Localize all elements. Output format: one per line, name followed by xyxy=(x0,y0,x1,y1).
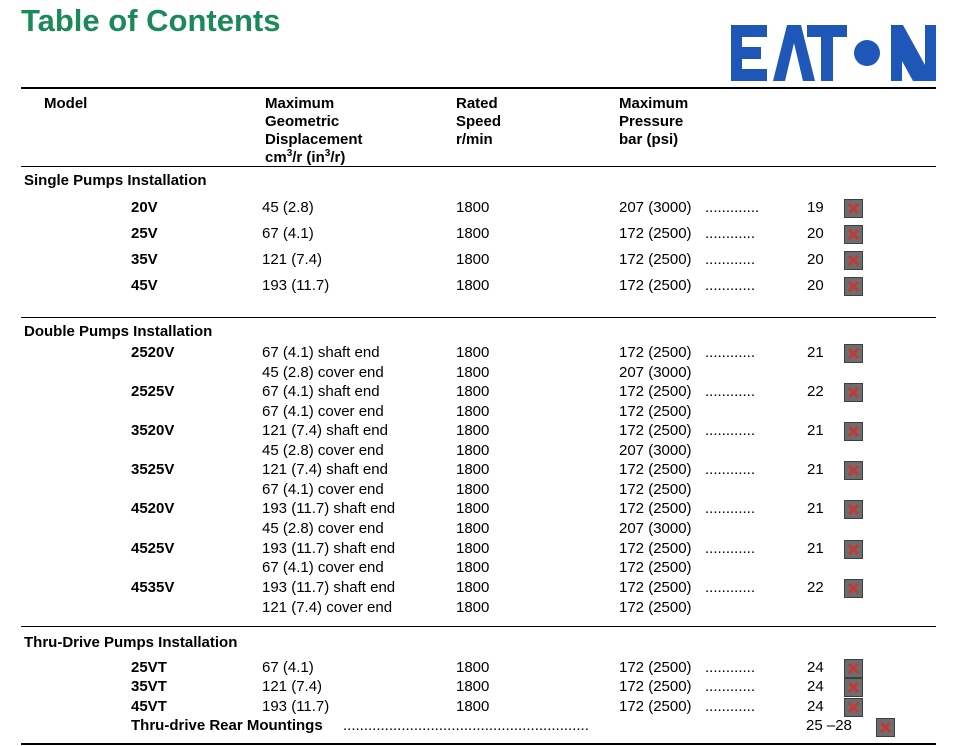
pressure-cell: 207 (3000) xyxy=(619,364,692,381)
broken-image-icon[interactable] xyxy=(844,678,863,697)
section-rule xyxy=(21,317,936,318)
pressure-cell: 172 (2500) xyxy=(619,698,692,715)
displacement-cell: 67 (4.1) cover end xyxy=(262,403,384,420)
broken-image-icon[interactable] xyxy=(844,199,863,218)
displacement-cell: 193 (11.7) xyxy=(262,277,330,294)
pressure-cell: 172 (2500) xyxy=(619,659,692,676)
speed-cell: 1800 xyxy=(456,383,490,400)
displacement-cell: 45 (2.8) cover end xyxy=(262,442,384,459)
toc-leader-dots: ............ xyxy=(705,225,756,242)
displacement-cell: 193 (11.7) xyxy=(262,698,330,715)
rear-mountings-label[interactable]: Thru-drive Rear Mountings xyxy=(131,717,323,734)
page-number[interactable]: 20 xyxy=(807,225,824,242)
toc-leader-dots: ........................................................... xyxy=(343,717,589,734)
speed-cell: 1800 xyxy=(456,559,490,576)
toc-leader-dots: ............ xyxy=(705,698,756,715)
pressure-cell: 172 (2500) xyxy=(619,481,692,498)
pressure-cell: 172 (2500) xyxy=(619,461,692,478)
displacement-cell: 121 (7.4) shaft end xyxy=(262,461,388,478)
speed-cell: 1800 xyxy=(456,442,490,459)
model-name[interactable]: 4535V xyxy=(131,579,175,596)
pressure-cell: 172 (2500) xyxy=(619,225,692,242)
pressure-cell: 172 (2500) xyxy=(619,251,692,268)
toc-leader-dots: ............ xyxy=(705,422,756,439)
toc-leader-dots: ............ xyxy=(705,579,756,596)
header-pressure: Maximum Pressure bar (psi) xyxy=(619,95,689,148)
speed-cell: 1800 xyxy=(456,481,490,498)
broken-image-icon[interactable] xyxy=(844,251,863,270)
pressure-cell: 207 (3000) xyxy=(619,442,692,459)
pressure-cell: 172 (2500) xyxy=(619,422,692,439)
speed-cell: 1800 xyxy=(456,678,490,695)
displacement-cell: 67 (4.1) xyxy=(262,659,314,676)
speed-cell: 1800 xyxy=(456,461,490,478)
header-model: Model xyxy=(44,95,88,112)
toc-leader-dots: ............ xyxy=(705,678,756,695)
displacement-cell: 67 (4.1) shaft end xyxy=(262,383,380,400)
speed-cell: 1800 xyxy=(456,500,490,517)
pressure-cell: 207 (3000) xyxy=(619,520,692,537)
pressure-cell: 172 (2500) xyxy=(619,678,692,695)
pressure-cell: 172 (2500) xyxy=(619,277,692,294)
speed-cell: 1800 xyxy=(456,599,490,616)
speed-cell: 1800 xyxy=(456,540,490,557)
model-name[interactable]: 3525V xyxy=(131,461,175,478)
displacement-cell: 67 (4.1) xyxy=(262,225,314,242)
broken-image-icon[interactable] xyxy=(844,540,863,559)
speed-cell: 1800 xyxy=(456,277,490,294)
toc-leader-dots: ............ xyxy=(705,461,756,478)
model-name[interactable]: 4520V xyxy=(131,500,175,517)
speed-cell: 1800 xyxy=(456,344,490,361)
pressure-cell: 172 (2500) xyxy=(619,540,692,557)
broken-image-icon[interactable] xyxy=(844,277,863,296)
model-name[interactable]: 2520V xyxy=(131,344,175,361)
page-number[interactable]: 21 xyxy=(807,461,824,478)
speed-cell: 1800 xyxy=(456,520,490,537)
pressure-cell: 172 (2500) xyxy=(619,500,692,517)
bottom-rule xyxy=(21,743,936,745)
toc-leader-dots: ............ xyxy=(705,383,756,400)
page-number[interactable]: 24 xyxy=(807,659,824,676)
displacement-cell: 67 (4.1) cover end xyxy=(262,481,384,498)
toc-leader-dots: ............ xyxy=(705,251,756,268)
page-number[interactable]: 21 xyxy=(807,344,824,361)
model-name[interactable]: 25V xyxy=(131,225,158,242)
model-name[interactable]: 2525V xyxy=(131,383,175,400)
model-name[interactable]: 20V xyxy=(131,199,158,216)
header-displacement: Maximum Geometric Displacement $cm^3/r$ $(in^3/r)$ xyxy=(265,95,363,166)
broken-image-icon[interactable] xyxy=(844,698,863,717)
model-name[interactable]: 4525V xyxy=(131,540,175,557)
speed-cell: 1800 xyxy=(456,225,490,242)
speed-cell: 1800 xyxy=(456,403,490,420)
page-number[interactable]: 21 xyxy=(807,422,824,439)
displacement-cell: 193 (11.7) shaft end xyxy=(262,500,396,517)
page-title: Table of Contents xyxy=(21,3,281,38)
eaton-logo xyxy=(731,25,936,81)
model-name[interactable]: 35VT xyxy=(131,678,167,695)
displacement-cell: 67 (4.1) cover end xyxy=(262,559,384,576)
section-thru-drive-pumps: Thru-Drive Pumps Installation xyxy=(24,634,238,651)
broken-image-icon[interactable] xyxy=(844,383,863,402)
broken-image-icon[interactable] xyxy=(844,461,863,480)
broken-image-icon[interactable] xyxy=(844,422,863,441)
page-number[interactable]: 19 xyxy=(807,199,824,216)
displacement-cell: 67 (4.1) shaft end xyxy=(262,344,380,361)
model-name[interactable]: 25VT xyxy=(131,659,167,676)
speed-cell: 1800 xyxy=(456,698,490,715)
page-number[interactable]: 21 xyxy=(807,500,824,517)
speed-cell: 1800 xyxy=(456,251,490,268)
broken-image-icon[interactable] xyxy=(844,344,863,363)
section-rule xyxy=(21,626,936,627)
page-number[interactable]: 20 xyxy=(807,251,824,268)
displacement-cell: 45 (2.8) cover end xyxy=(262,520,384,537)
speed-cell: 1800 xyxy=(456,422,490,439)
toc-leader-dots: ............ xyxy=(705,659,756,676)
pressure-cell: 172 (2500) xyxy=(619,599,692,616)
page-number[interactable]: 20 xyxy=(807,277,824,294)
page-number[interactable]: 25 –28 xyxy=(806,717,852,734)
displacement-cell: 121 (7.4) xyxy=(262,678,323,695)
broken-image-icon[interactable] xyxy=(844,225,863,244)
model-name[interactable]: 45V xyxy=(131,277,158,294)
pressure-cell: 172 (2500) xyxy=(619,579,692,596)
pressure-cell: 207 (3000) xyxy=(619,199,692,216)
model-name[interactable]: 3520V xyxy=(131,422,175,439)
header-speed: Rated Speed r/min xyxy=(456,95,502,148)
toc-leader-dots: ............. xyxy=(705,199,760,216)
speed-cell: 1800 xyxy=(456,364,490,381)
broken-image-icon[interactable] xyxy=(876,718,895,737)
speed-cell: 1800 xyxy=(456,199,490,216)
pressure-cell: 172 (2500) xyxy=(619,383,692,400)
broken-image-icon[interactable] xyxy=(844,659,863,678)
page-number[interactable]: 24 xyxy=(807,698,824,715)
page-number[interactable]: 21 xyxy=(807,540,824,557)
speed-cell: 1800 xyxy=(456,659,490,676)
displacement-cell: 121 (7.4) cover end xyxy=(262,599,393,616)
page-number[interactable]: 22 xyxy=(807,383,824,400)
model-name[interactable]: 35V xyxy=(131,251,158,268)
header-rule xyxy=(21,166,936,167)
pressure-cell: 172 (2500) xyxy=(619,403,692,420)
toc-leader-dots: ............ xyxy=(705,277,756,294)
page-number[interactable]: 24 xyxy=(807,678,824,695)
displacement-cell: 121 (7.4) xyxy=(262,251,323,268)
displacement-cell: 193 (11.7) shaft end xyxy=(262,540,396,557)
toc-leader-dots: ............ xyxy=(705,540,756,557)
displacement-cell: 121 (7.4) shaft end xyxy=(262,422,388,439)
displacement-cell: 45 (2.8) cover end xyxy=(262,364,384,381)
section-double-pumps: Double Pumps Installation xyxy=(24,323,213,340)
top-rule xyxy=(21,87,936,89)
section-single-pumps: Single Pumps Installation xyxy=(24,172,207,189)
broken-image-icon[interactable] xyxy=(844,579,863,598)
displacement-cell: 45 (2.8) xyxy=(262,199,314,216)
toc-leader-dots: ............ xyxy=(705,344,756,361)
toc-leader-dots: ............ xyxy=(705,500,756,517)
model-name[interactable]: 45VT xyxy=(131,698,167,715)
pressure-cell: 172 (2500) xyxy=(619,344,692,361)
pressure-cell: 172 (2500) xyxy=(619,559,692,576)
page-number[interactable]: 22 xyxy=(807,579,824,596)
broken-image-icon[interactable] xyxy=(844,500,863,519)
displacement-cell: 193 (11.7) shaft end xyxy=(262,579,396,596)
speed-cell: 1800 xyxy=(456,579,490,596)
